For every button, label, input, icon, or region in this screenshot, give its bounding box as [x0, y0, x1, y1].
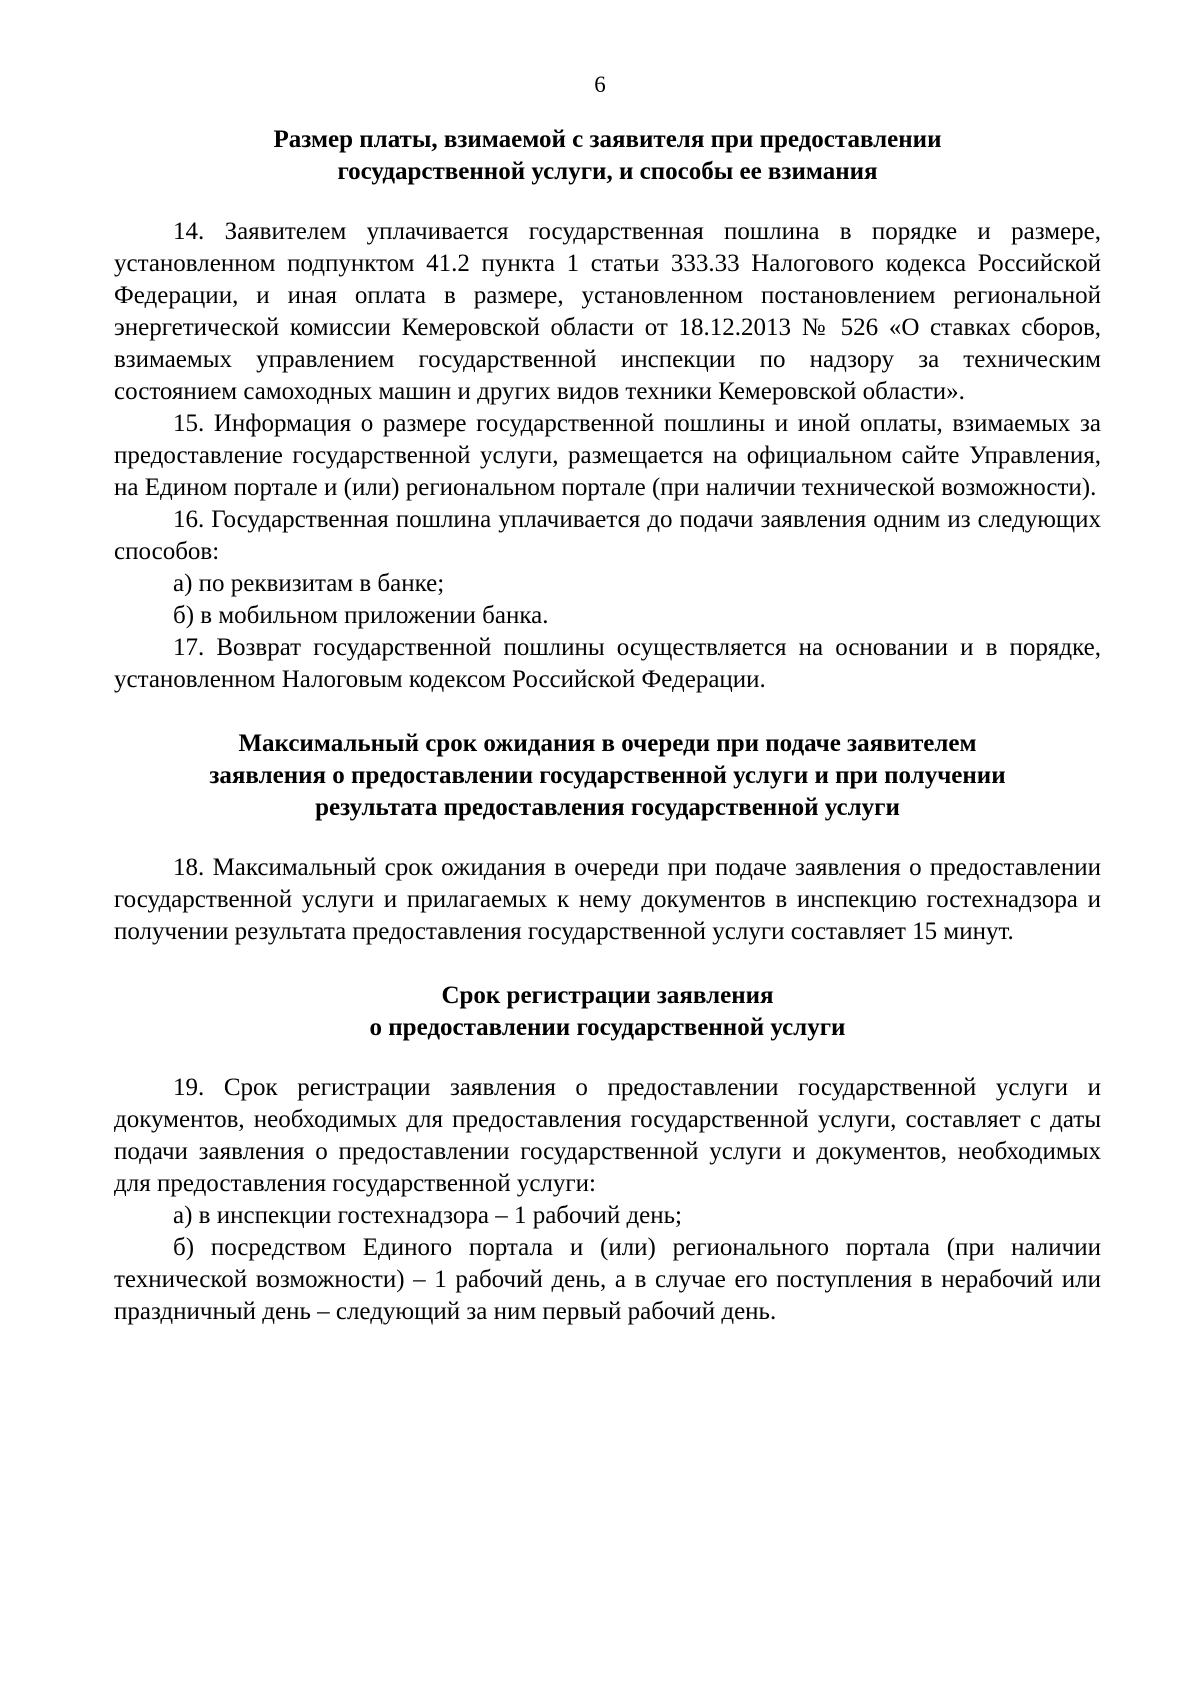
paragraph-19: 19. Срок регистрации заявления о предоставлении государственной услуги и документов, необходимых для предоставления государственной услуги, составляет с даты подачи заявления о предоставлении государственной услуги и документов, необходимых для предоставления государственной услуги:	[114, 1074, 1101, 1197]
document-body	[114, 124, 1101, 1328]
heading-line: Срок регистрации заявления	[441, 982, 774, 1009]
section-heading-payment	[114, 124, 1101, 188]
heading-line: государственной услуги, и способы ее взимания	[337, 158, 878, 185]
page-number: 6	[594, 72, 606, 97]
list-item-16b: б) в мобильном приложении банка.	[173, 602, 549, 629]
section-heading-registration-time	[114, 980, 1101, 1044]
heading-line: о предоставлении государственной услуги	[369, 1014, 846, 1041]
paragraph-15: 15. Информация о размере государственной пошлины и иной оплаты, взимаемых за предоставление государственной услуги, размещается на официальном сайте Управления, на Едином портале и (или) региональном портале (при наличии технической возможности).	[114, 410, 1101, 501]
paragraph-16: 16. Государственная пошлина уплачивается до подачи заявления одним из следующих способов:	[114, 506, 1101, 565]
heading-line: Размер платы, взимаемой с заявителя при предоставлении	[273, 126, 942, 153]
list-item-19b: б) посредством Единого портала и (или) регионального портала (при наличии технической возможности) – 1 рабочий день, а в случае его поступления в нерабочий или праздничный день – следующий за ним первый рабочий день.	[114, 1234, 1101, 1325]
section-heading-queue-time	[114, 728, 1101, 824]
heading-line: результата предоставления государственной услуги	[315, 794, 900, 821]
paragraph-14: 14. Заявителем уплачивается государственная пошлина в порядке и размере, установленном подпунктом 41.2 пункта 1 статьи 333.33 Налогового кодекса Российской Федерации, и иная оплата в размере, установленном постановлением региональной энергетической комиссии Кемеровской области от 18.12.2013 № 526 «О ставках сборов, взимаемых управлением государственной инспекции по надзору за техническим состоянием самоходных машин и других видов техники Кемеровской области».	[114, 218, 1101, 405]
paragraph-17: 17. Возврат государственной пошлины осуществляется на основании и в порядке, установленном Налоговым кодексом Российской Федерации.	[114, 634, 1101, 693]
list-item-19a: а) в инспекции гостехнадзора – 1 рабочий день;	[173, 1202, 682, 1229]
paragraph-18: 18. Максимальный срок ожидания в очереди при подаче заявления о предоставлении государственной услуги и прилагаемых к нему документов в инспекцию гостехнадзора и получении результата предоставления государственной услуги составляет 15 минут.	[114, 854, 1101, 945]
list-item-16a: а) по реквизитам в банке;	[173, 570, 445, 597]
heading-line: заявления о предоставлении государственной услуги и при получении	[209, 762, 1006, 789]
heading-line: Максимальный срок ожидания в очереди при подаче заявителем	[238, 730, 977, 757]
